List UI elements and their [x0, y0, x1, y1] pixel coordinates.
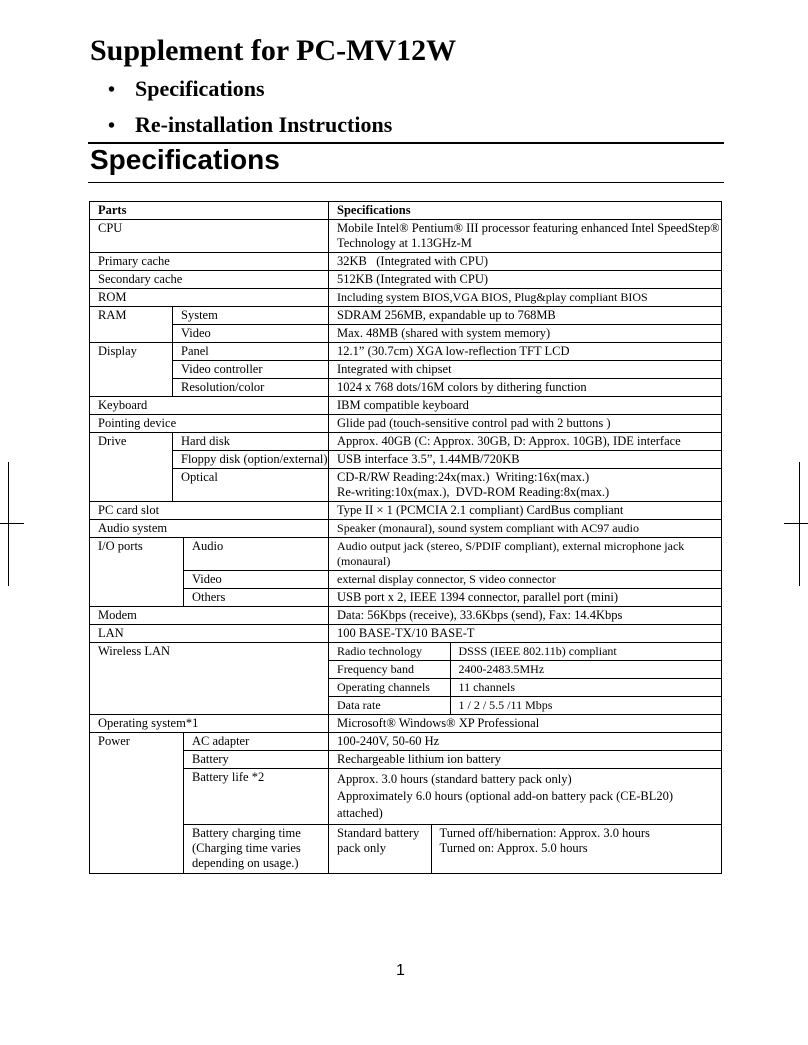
table-row: Modem Data: 56Kbps (receive), 33.6Kbps (send), Fax: 14.4Kbps — [90, 607, 722, 625]
table-row: Battery Rechargeable lithium ion battery — [90, 751, 722, 769]
table-row: Power AC adapter 100-240V, 50-60 Hz — [90, 733, 722, 751]
table-row: RAM System SDRAM 256MB, expandable up to 768MB — [90, 307, 722, 325]
header-specifications: Specifications — [329, 202, 722, 220]
table-row: Battery charging time (Charging time varies depending on usage.) Standard battery pack only Turned off/hibernation: Approx. 3.0 hours Turned on: Approx. 5.0 hours — [90, 825, 722, 874]
section-title: Specifications — [90, 144, 280, 175]
table-row: Keyboard IBM compatible keyboard — [90, 397, 722, 415]
crop-mark-right-vertical — [799, 462, 800, 586]
table-row: Secondary cache 512KB (Integrated with CPU) — [90, 271, 722, 289]
table-row: Video Max. 48MB (shared with system memory) — [90, 325, 722, 343]
table-row: Operating system*1 Microsoft® Windows® XP Professional — [90, 715, 722, 733]
contents-item: • Specifications — [108, 72, 392, 108]
table-row: Drive Hard disk Approx. 40GB (C: Approx. 30GB, D: Approx. 10GB), IDE interface — [90, 433, 722, 451]
table-header-row — [90, 202, 722, 220]
section-rule-bottom — [88, 182, 724, 183]
table-row: I/O ports Audio Audio output jack (stereo, S/PDIF compliant), external microphone jack (monaural) — [90, 538, 722, 571]
spec-table — [89, 201, 722, 874]
table-row: Battery life *2 Approx. 3.0 hours (standard battery pack only) Approximately 6.0 hours (optional add-on battery pack (CE-BL20) attached) — [90, 769, 722, 825]
table-row: Operating channels 11 channels — [329, 679, 721, 697]
table-row: Audio system Speaker (monaural), sound system compliant with AC97 audio — [90, 520, 722, 538]
table-row: Standard battery pack only Turned off/hibernation: Approx. 3.0 hours Turned on: Approx. 5.0 hours — [329, 825, 721, 873]
table-row: Resolution/color 1024 x 768 dots/16M colors by dithering function — [90, 379, 722, 397]
table-row: Others USB port x 2, IEEE 1394 connector, parallel port (mini) — [90, 589, 722, 607]
page-number: 1 — [396, 962, 405, 979]
header-parts: Parts — [90, 202, 329, 220]
bullet-symbol: • — [108, 115, 116, 137]
table-row: Radio technology DSSS (IEEE 802.11b) compliant — [329, 643, 721, 661]
table-row: Video external display connector, S video connector — [90, 571, 722, 589]
table-row: CPU Mobile Intel® Pentium® III processor featuring enhanced Intel SpeedStep® Technology at 1.13GHz-M — [90, 220, 722, 253]
table-row: ROM Including system BIOS,VGA BIOS, Plug&play compliant BIOS — [90, 289, 722, 307]
crop-mark-left-horizontal — [0, 523, 24, 524]
table-row: Optical CD-R/RW Reading:24x(max.) Writing:16x(max.) Re-writing:10x(max.), DVD-ROM Reading:8x(max.) — [90, 469, 722, 502]
contents-item: • Re-installation Instructions — [108, 108, 392, 144]
crop-mark-right-horizontal — [784, 523, 808, 524]
table-row: LAN 100 BASE-TX/10 BASE-T — [90, 625, 722, 643]
table-row: PC card slot Type II × 1 (PCMCIA 2.1 compliant) CardBus compliant — [90, 502, 722, 520]
crop-mark-left-vertical — [8, 462, 9, 586]
charging-time-subtable — [329, 825, 721, 873]
table-row: Wireless LAN Radio technology DSSS (IEEE 802.11b) compliant Frequency band 2400-2483.5MHz Operating channels 11 channels Data rate 1 / 2 / 5.5 /11 Mbps — [90, 643, 722, 715]
wireless-lan-subtable — [329, 643, 721, 714]
table-row: Video controller Integrated with chipset — [90, 361, 722, 379]
table-row: Frequency band 2400-2483.5MHz — [329, 661, 721, 679]
table-row: Data rate 1 / 2 / 5.5 /11 Mbps — [329, 697, 721, 715]
table-row: Primary cache 32KB (Integrated with CPU) — [90, 253, 722, 271]
table-row: Display Panel 12.1” (30.7cm) XGA low-reflection TFT LCD — [90, 343, 722, 361]
bullet-symbol: • — [108, 79, 116, 101]
table-row: Floppy disk (option/external) USB interface 3.5”, 1.44MB/720KB — [90, 451, 722, 469]
table-row: Pointing device Glide pad (touch-sensitive control pad with 2 buttons ) — [90, 415, 722, 433]
document-title: Supplement for PC-MV12W — [90, 34, 457, 67]
contents-list — [108, 72, 392, 144]
